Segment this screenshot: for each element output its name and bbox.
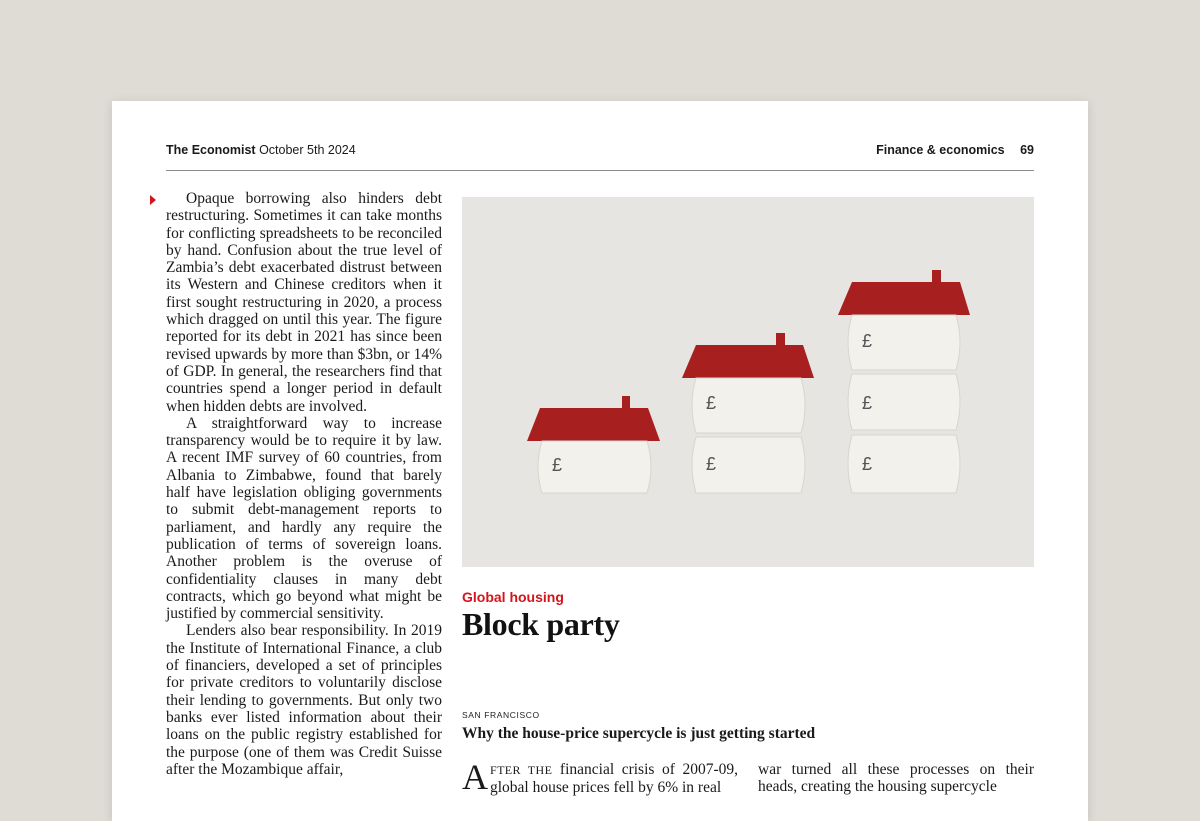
houses-svg [462, 197, 1034, 567]
house-small-icon [527, 396, 660, 493]
magazine-page [112, 101, 1088, 821]
header-rule [166, 170, 1034, 171]
body-text: financial crisis of 2007-09, global house prices fell by 6% in real [490, 761, 738, 797]
article-headline: Block party [462, 606, 620, 642]
roof-icon [838, 282, 970, 315]
roof-icon [682, 345, 814, 378]
body-text: war turned all these processes on their heads, creating the housing supercycle [758, 761, 1034, 796]
house-large-icon [838, 270, 970, 493]
houses-illustration [462, 197, 1034, 567]
article-rubric: Why the house-price supercycle is just getting started [462, 725, 816, 742]
article-dateline: SAN FRANCISCO [462, 710, 540, 720]
publication-name: The Economist [166, 143, 256, 157]
drop-cap: A [462, 757, 488, 797]
roof-icon [527, 408, 660, 441]
small-caps-lead: FTER THE [490, 763, 553, 777]
article-body-column-1 [462, 757, 738, 797]
house-medium-icon [682, 333, 814, 493]
section-name: Finance & economics [876, 143, 1005, 157]
paragraph: Lenders also bear responsibility. In 2019 the Institute of International Finance, a club of financiers, developed a set of principles for private creditors to voluntarily disclose their lending to governments. But only two banks ever listed information about their loans on the public registry established for the purpose (one of them was Credit Suisse after the Mozambique affair, [166, 622, 442, 778]
pound-icon: £ [862, 331, 873, 351]
page-number: 69 [1020, 143, 1034, 157]
pound-icon: £ [706, 454, 717, 474]
page-header [166, 143, 1034, 161]
issue-date: October 5th 2024 [259, 143, 356, 157]
article-body-column-2 [758, 761, 1034, 796]
continuation-marker-icon [150, 195, 156, 205]
pound-icon: £ [862, 393, 873, 413]
pound-icon: £ [552, 455, 563, 475]
pound-icon: £ [706, 393, 717, 413]
pound-icon: £ [862, 454, 873, 474]
article-kicker: Global housing [462, 589, 564, 605]
paragraph: Opaque borrowing also hinders debt restructuring. Sometimes it can take months for conflicting spreadsheets to be reconciled by hand. Confusion about the true level of Zambia’s debt exacerbated distrust between its Western and Chinese creditors when it first sought restructuring in 2020, a process which dragged on until this year. The figure reported for its debt in 2021 has since been revised upwards by more than $3bn, or 14% of GDP. In general, the researchers find that countries spend a longer period in default when hidden debts are involved. [166, 190, 442, 415]
left-column-text [166, 190, 442, 778]
paragraph: A straightforward way to increase transparency would be to require it by law. A recent IMF survey of 60 countries, from Albania to Zimbabwe, found that barely half have legislation obliging governments to submit debt-management reports to parliament, and hardly any require the publication of terms of sovereign loans. Another problem is the overuse of confidentiality clauses in many debt contracts, which go beyond what might be justified by commercial sensitivity. [166, 414, 442, 623]
